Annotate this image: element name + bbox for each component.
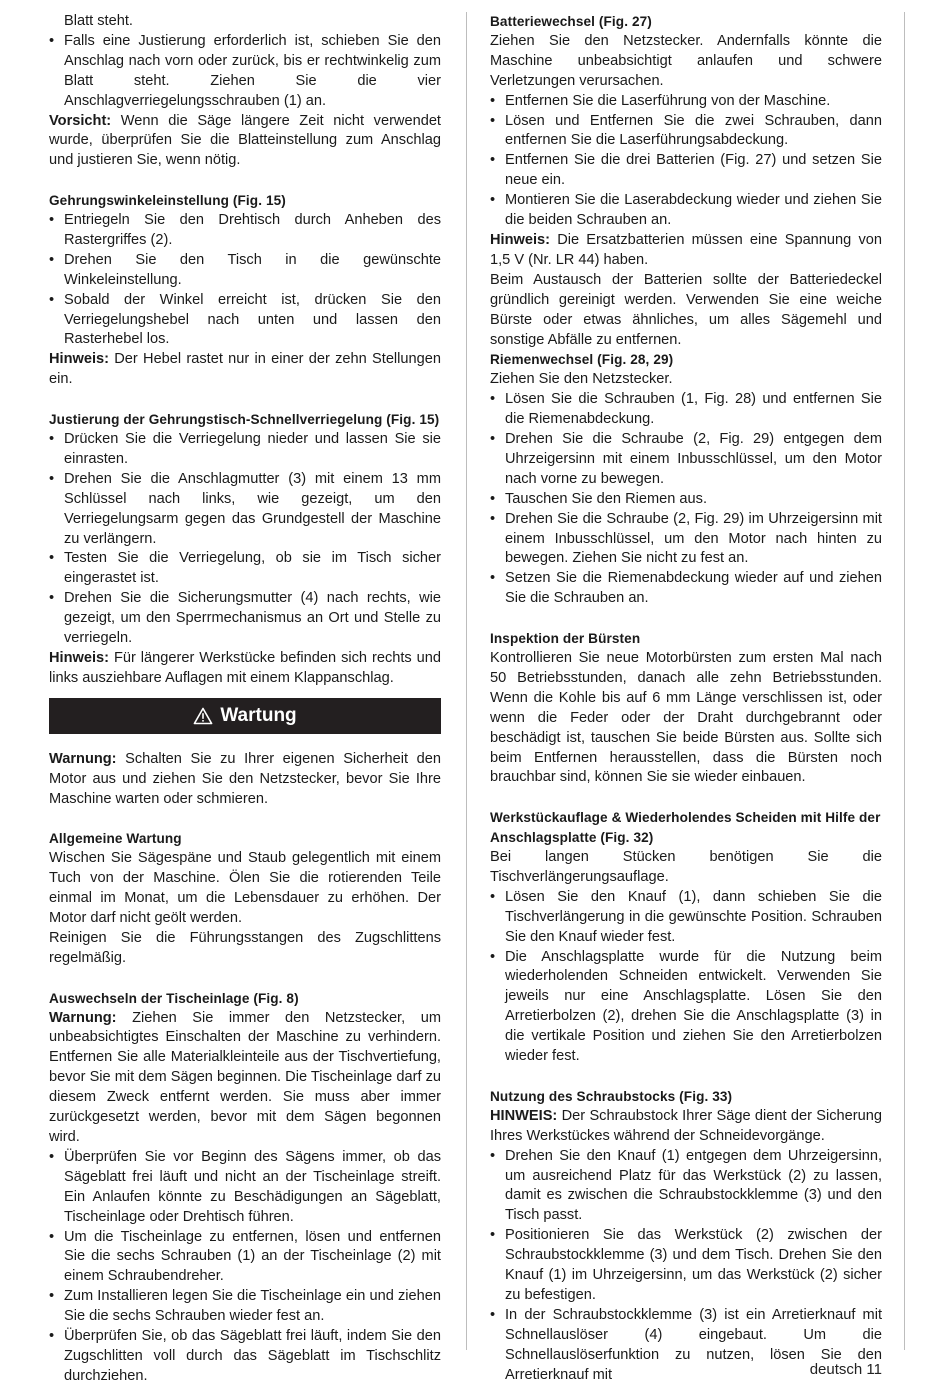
page-footer: deutsch 11 (809, 1361, 882, 1378)
note-label: Hinweis: (49, 649, 110, 666)
list-item: • Tauschen Sie den Riemen aus. (490, 490, 882, 510)
list-item: • Montieren Sie die Laserabdeckung wieder und ziehen Sie die beiden Schrauben an. (490, 191, 882, 231)
list-item: • Falls eine Justierung erforderlich ist, schieben Sie den Anschlag nach vorn oder zurück, bis er rechtwinkelig zum Blatt steht. Ziehen Sie die vier Anschlagverriegelungsschrauben (1) an. (49, 32, 441, 112)
list-item: • Lösen und Entfernen Sie die zwei Schrauben, dann entfernen Sie die Laserführungsabdeckung. (490, 112, 882, 152)
section-heading-allgemeine: Allgemeine Wartung (49, 831, 182, 847)
column-divider-right (904, 12, 905, 1350)
list-item: • Entfernen Sie die Laserführung von der Maschine. (490, 92, 882, 112)
allgemeine-paragraph: Wischen Sie Sägespäne und Staub gelegentlich mit einem Tuch von der Maschine. Ölen Sie die rotierenden Teile einmal im Monat, um die Lebensdauer zu erhöhen. Der Motor darf nicht geölt werden. (49, 850, 441, 927)
list-item: • Drehen Sie die Anschlagmutter (3) mit einem 13 mm Schlüssel nach links, wie gezeigt, um den Verriegelungsarm gegen das Grundgestell der Maschine zu verlängern. (49, 470, 441, 550)
section-heading-werkstueck: Werkstückauflage & Wiederholendes Scheiden mit Hilfe der Anschlagsplatte (Fig. 32) (490, 810, 881, 846)
werkstueck-list (490, 888, 882, 1067)
list-item: • Entfernen Sie die drei Batterien (Fig. 27) und setzen Sie neue ein. (490, 151, 882, 191)
column-divider-left (466, 12, 467, 1350)
werkstueck-paragraph: Bei langen Stücken benötigen Sie die Tischverlängerungsauflage. (490, 849, 882, 885)
warning-triangle-icon (193, 707, 213, 725)
note-label: Vorsicht: (49, 112, 112, 129)
section-heading-batterie: Batteriewechsel (Fig. 27) (490, 14, 652, 29)
note-label: Warnung: (49, 750, 117, 767)
note-text: Ziehen Sie immer den Netzstecker, um unbeabsichtigtes Einschalten der Maschine zu verhindern. Entfernen Sie alle Materialkleinteile aus der Tischvertiefung, bevor Sie mit dem Sägen beginnen. Die Tischeinlage darf zu diesem Zweck entfernt werden. Sie muss aber immer zurückgesetzt werden, bevor mit dem Sägen begonnen wird. (49, 1009, 441, 1145)
section-heading-riemen: Riemenwechsel (Fig. 28, 29) (490, 352, 674, 368)
note-text: Der Schraubstock Ihrer Säge dient der Sicherung Ihres Werkstückes während der Schneidevorgänge. (490, 1107, 882, 1144)
note-text: Die Ersatzbatterien müssen eine Spannung von 1,5 V (Nr. LR 44) haben. (490, 231, 882, 268)
intro-list (49, 32, 441, 112)
batterie-hinweis (490, 231, 882, 271)
note-label: Warnung: (49, 1009, 117, 1026)
batterie-paragraph-2: Beim Austausch der Batterien sollte der Batteriedeckel gründlich gereinigt werden. Verwenden Sie eine weiche Bürste oder etwas ähnliches, um alles Sägemehl und sonstige Abfälle zu entfernen. (490, 271, 882, 348)
list-item: • Zum Installieren legen Sie die Tischeinlage ein und ziehen Sie die sechs Schrauben wieder fest an. (49, 1287, 441, 1327)
wartung-warnung (49, 750, 441, 810)
list-item: • Drehen Sie die Schraube (2, Fig. 29) im Uhrzeigersinn mit einem Inbusschlüssel, um den Motor nach hinten zu bewegen. Ziehen Sie nicht zu fest an. (490, 510, 882, 570)
list-item: • Überprüfen Sie vor Beginn des Sägens immer, ob das Sägeblatt frei läuft und nicht an der Tischeinlage streift. Ein Anlaufen könnte zu Beschädigungen an Sägeblatt, Tischeinlage oder Drehtisch führen. (49, 1148, 441, 1228)
schraubstock-list (490, 1147, 882, 1386)
batterie-paragraph: Ziehen Sie den Netzstecker. Andernfalls könnte die Maschine unbeabsichtigt anlaufen und schwere Verletzungen verursachen. (490, 32, 882, 89)
list-item: • Die Anschlagsplatte wurde für die Nutzung beim wiederholenden Schneiden entwickelt. Verwenden Sie jeweils nur eine Anschlagsplatte. Lösen Sie den Arretierbolzen (2), drehen Sie die Anschlagsplatte (3) in die vertikale Position und ziehen Sie den Arretierbolzen wieder fest. (490, 948, 882, 1067)
tischeinlage-warnung (49, 1009, 441, 1148)
schraubstock-hinweis (490, 1107, 882, 1147)
continuation-text: Blatt steht. (64, 13, 133, 29)
list-item: • Sobald der Winkel erreicht ist, drücken Sie den Verriegelungshebel nach unten und lassen den Rasterhebel los. (49, 291, 441, 351)
note-text: Für längerer Werkstücke befinden sich rechts und links ausziehbare Auflagen mit einem Klappanschlag. (49, 649, 441, 686)
left-column (49, 12, 441, 1387)
list-item: • Positionieren Sie das Werkstück (2) zwischen der Schraubstockklemme (3) und dem Tisch. Drehen Sie den Knauf (1) im Uhrzeigersinn, um das Werkstück (2) sicher zu befestigen. (490, 1226, 882, 1306)
list-item: • Drehen Sie den Tisch in die gewünschte Winkeleinstellung. (49, 251, 441, 291)
list-item: • Drehen Sie die Schraube (2, Fig. 29) entgegen dem Uhrzeigersinn mit einem Inbusschlüssel, um den Motor nach vorne zu bewegen. (490, 430, 882, 490)
riemen-paragraph: Ziehen Sie den Netzstecker. (490, 371, 673, 388)
list-item: • Setzen Sie die Riemenabdeckung wieder auf und ziehen Sie die Schrauben an. (490, 569, 882, 609)
batterie-list (490, 92, 882, 231)
tischeinlage-list (49, 1148, 441, 1387)
list-item: • Um die Tischeinlage zu entfernen, lösen und entfernen Sie die sechs Schrauben (1) an der Tischeinlage (2) mit einem Schraubendreher. (49, 1228, 441, 1288)
list-item: • Testen Sie die Verriegelung, ob sie im Tisch sicher eingerastet ist. (49, 549, 441, 589)
note-label: Hinweis: (490, 231, 551, 248)
section-heading-buersten: Inspektion der Bürsten (490, 631, 641, 647)
note-text: Der Hebel rastet nur in einer der zehn Stellungen ein. (49, 351, 441, 388)
list-item: • Lösen Sie den Knauf (1), dann schieben Sie die Tischverlängerung in die gewünschte Position. Schrauben Sie den Knauf wieder fest. (490, 888, 882, 948)
gehrung-hinweis (49, 350, 441, 390)
list-item: • In der Schraubstockklemme (3) ist ein Arretierknauf mit Schnellauslöser (4) eingebaut. Um die Schnellauslöserfunktion zu nutzen, lösen Sie den Arretierknauf mit (490, 1306, 882, 1386)
note-text: Wenn die Säge längere Zeit nicht verwendet wurde, überprüfen Sie die Blatteinstellung zum Anschlag und justieren Sie, wenn nötig. (49, 112, 441, 169)
section-heading-tischeinlage: Auswechseln der Tischeinlage (Fig. 8) (49, 990, 299, 1006)
allgemeine-paragraph-2: Reinigen Sie die Führungsstangen des Zugschlittens regelmäßig. (49, 929, 441, 966)
justierung-hinweis (49, 649, 441, 689)
list-item: • Überprüfen Sie, ob das Sägeblatt frei läuft, indem Sie den Zugschlitten voll durch das Sägeblatt im Tischschlitz durchziehen. (49, 1327, 441, 1387)
list-item: • Drehen Sie den Knauf (1) entgegen dem Uhrzeigersinn, um ausreichend Platz für das Werkstück (2) zu lassen, damit es zwischen die Schraubstockklemme (3) und den Tisch passt. (490, 1147, 882, 1227)
buersten-paragraph: Kontrollieren Sie neue Motorbürsten zum ersten Mal nach 50 Betriebsstunden, danach alle zehn Betriebsstunden. Wenn die Kohle bis auf 6 mm Länge verschlissen ist, oder wenn die Feder oder der Draht durchgebrannt oder beschädigt ist, tauschen Sie beide Bürsten aus. Sollte sich beim Entfernen herausstellen, dass die Bürsten noch brauchbar sind, können Sie sie wieder einbauen. (490, 649, 882, 786)
section-heading-gehrung: Gehrungswinkeleinstellung (Fig. 15) (49, 193, 286, 209)
banner-title: Wartung (220, 704, 297, 726)
section-heading-schraubstock: Nutzung des Schraubstocks (Fig. 33) (490, 1088, 733, 1104)
list-item: • Drücken Sie die Verriegelung nieder und lassen Sie sie einrasten. (49, 430, 441, 470)
note-label: Hinweis: (49, 351, 110, 368)
wartung-banner (49, 698, 441, 734)
gehrung-list (49, 211, 441, 350)
list-item: • Drehen Sie die Sicherungsmutter (4) nach rechts, wie gezeigt, um den Sperrmechanismus an Ort und Stelle zu verriegeln. (49, 589, 441, 649)
list-item: • Entriegeln Sie den Drehtisch durch Anheben des Rastergriffes (2). (49, 211, 441, 251)
riemen-list (490, 390, 882, 609)
justierung-list (49, 430, 441, 649)
note-label: HINWEIS: (490, 1107, 558, 1124)
vorsicht-note (49, 112, 441, 172)
section-heading-justierung: Justierung der Gehrungstisch-Schnellverriegelung (Fig. 15) (49, 412, 440, 428)
list-item: • Lösen Sie die Schrauben (1, Fig. 28) und entfernen Sie die Riemenabdeckung. (490, 390, 882, 430)
right-column (490, 12, 882, 1385)
note-text: Schalten Sie zu Ihrer eigenen Sicherheit den Motor aus und ziehen Sie den Netzstecker, bevor Sie Ihre Maschine warten oder schmieren. (49, 750, 441, 807)
